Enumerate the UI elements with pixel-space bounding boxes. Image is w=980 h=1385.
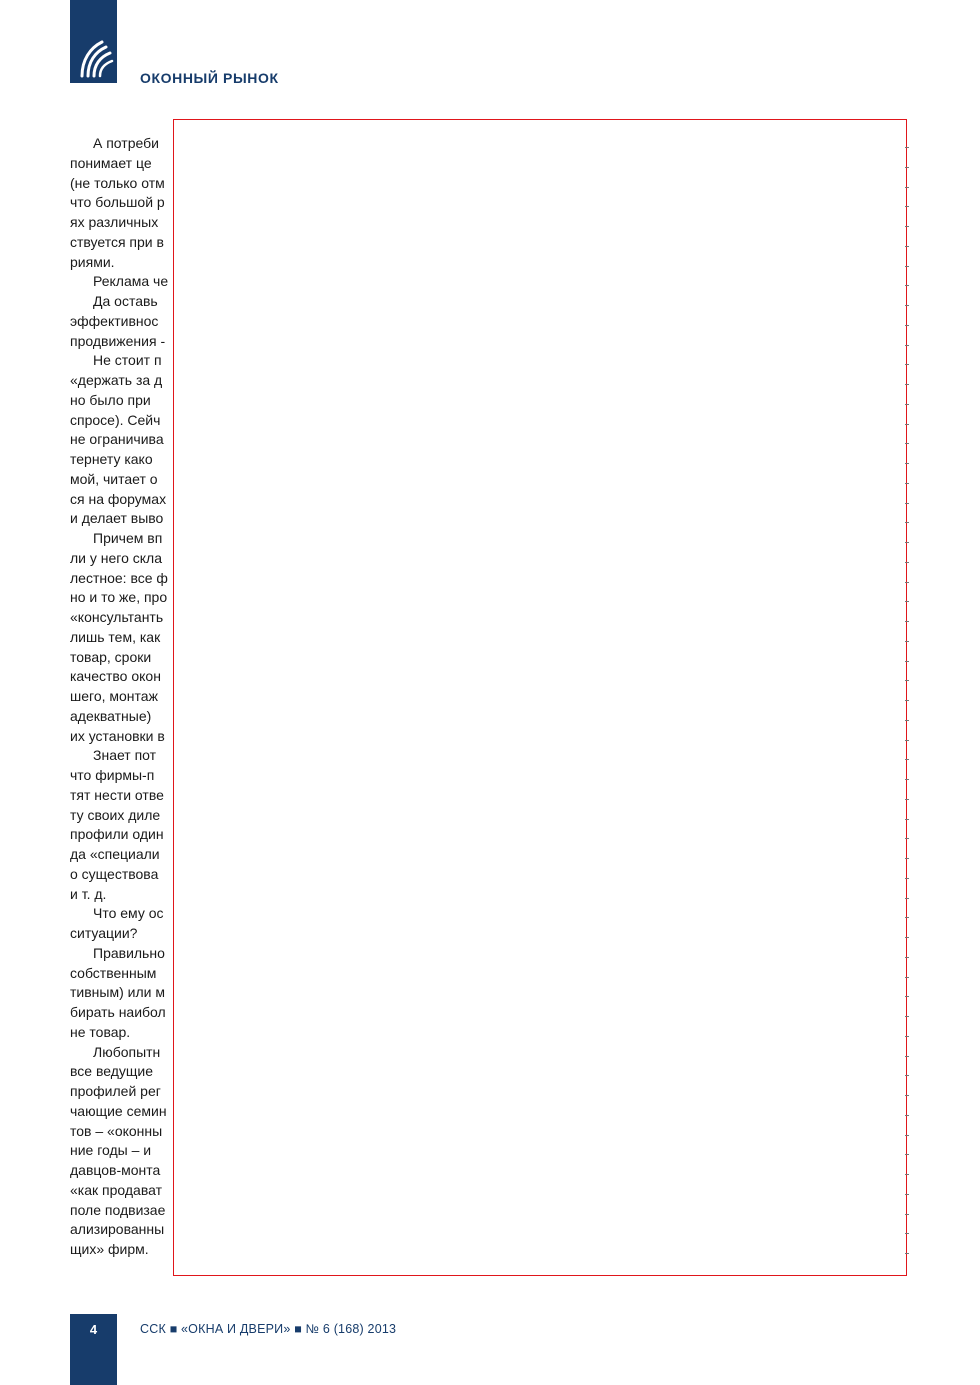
margin-mark	[905, 1154, 909, 1155]
margin-mark	[905, 858, 909, 859]
margin-mark	[905, 1253, 909, 1254]
article-line: спросе). Сейч	[70, 411, 161, 428]
margin-mark	[905, 1214, 909, 1215]
article-line: что большой р	[70, 194, 165, 211]
margin-mark	[905, 325, 909, 326]
article-line: ние годы – и	[70, 1142, 152, 1159]
margin-mark	[905, 187, 909, 188]
article-line: «как продават	[70, 1181, 162, 1198]
margin-mark	[905, 661, 909, 662]
page-number: 4	[89, 1322, 98, 1337]
article-line: ли у него скла	[70, 549, 162, 566]
margin-mark	[905, 463, 909, 464]
redaction-box	[173, 119, 907, 1276]
margin-mark	[905, 404, 909, 405]
margin-mark	[905, 364, 909, 365]
article-line: мой, читает о	[70, 470, 158, 487]
margin-mark	[905, 996, 909, 997]
margin-mark	[905, 522, 909, 523]
margin-mark	[905, 1075, 909, 1076]
margin-mark	[905, 443, 909, 444]
margin-mark	[905, 266, 909, 267]
article-line: давцов-монта	[70, 1162, 161, 1178]
article-line: ствуется при в	[70, 233, 164, 250]
article-line: «держать за д	[70, 372, 163, 388]
header-brand-bar	[70, 0, 117, 83]
article-line: чающие семин	[70, 1102, 167, 1119]
margin-mark	[905, 1016, 909, 1017]
article-line: да «специали	[70, 846, 160, 862]
margin-mark	[905, 542, 909, 543]
article-line: тернету како	[70, 451, 153, 467]
margin-mark	[905, 246, 909, 247]
article-line: А потреби	[93, 135, 159, 151]
margin-mark	[905, 898, 909, 899]
margin-mark	[905, 1194, 909, 1195]
article-line: о существова	[70, 865, 159, 882]
margin-mark	[905, 680, 909, 681]
article-line: (не только отм	[70, 174, 165, 191]
margin-mark	[905, 720, 909, 721]
margin-mark	[905, 601, 909, 602]
article-line: Знает пот	[93, 747, 157, 764]
margin-mark	[905, 1115, 909, 1116]
margin-mark	[905, 503, 909, 504]
wing-logo-icon	[76, 38, 114, 80]
margin-mark	[905, 641, 909, 642]
margin-mark	[905, 562, 909, 563]
article-line: Правильно	[93, 944, 165, 961]
margin-mark	[905, 700, 909, 701]
margin-mark	[905, 740, 909, 741]
article-line: бирать наибол	[70, 1004, 166, 1020]
margin-mark	[905, 167, 909, 168]
article-line: адекватные)	[70, 707, 152, 724]
margin-mark	[905, 621, 909, 622]
margin-mark	[905, 759, 909, 760]
article-line: Что ему ос	[93, 905, 164, 922]
margin-mark	[905, 582, 909, 583]
margin-mark	[905, 424, 909, 425]
margin-mark	[905, 1095, 909, 1096]
article-line: поле подвизае	[70, 1201, 166, 1218]
margin-mark	[905, 977, 909, 978]
margin-mark	[905, 305, 909, 306]
article-line: не ограничива	[70, 431, 164, 448]
margin-mark	[905, 799, 909, 800]
publication-info: ССК ■ «ОКНА И ДВЕРИ» ■ № 6 (168) 2013	[140, 1322, 397, 1336]
article-line: все ведущие	[70, 1063, 154, 1080]
margin-mark	[905, 838, 909, 839]
article-line: но было при	[70, 391, 151, 408]
article-line: не товар.	[70, 1023, 131, 1040]
footer-brand-bar	[70, 1314, 117, 1385]
article-line: Не стоит п	[93, 352, 162, 369]
article-line: качество окон	[70, 668, 161, 685]
article-line: шего, монтаж	[70, 688, 158, 704]
margin-mark	[905, 819, 909, 820]
article-line: и т. д.	[70, 885, 107, 902]
article-line: продвижения -	[70, 332, 166, 349]
article-line: Реклама че	[93, 273, 169, 290]
margin-mark	[905, 1233, 909, 1234]
margin-mark	[905, 345, 909, 346]
margin-mark	[905, 917, 909, 918]
margin-mark	[905, 937, 909, 938]
margin-mark	[905, 1135, 909, 1136]
article-line: но и то же, про	[70, 589, 168, 606]
article-line: профили один	[70, 826, 164, 843]
margin-mark	[905, 1174, 909, 1175]
article-line: лишь тем, как	[70, 628, 161, 645]
margin-mark	[905, 1056, 909, 1057]
article-line: ту своих диле	[70, 806, 161, 823]
margin-mark	[905, 226, 909, 227]
margin-mark	[905, 384, 909, 385]
article-line: профилей рег	[70, 1083, 161, 1099]
margin-mark	[905, 285, 909, 286]
article-line: товар, сроки	[70, 648, 152, 665]
article-line: эффективнос	[70, 312, 159, 329]
article-line: и делает выво	[70, 510, 164, 527]
article-line: тивным) или м	[70, 984, 165, 1001]
article-line: ализированны	[70, 1221, 165, 1238]
article-line: ях различных	[70, 214, 159, 230]
article-line: щих» фирм.	[70, 1241, 149, 1257]
article-line: «консультанть	[70, 609, 164, 625]
margin-mark	[905, 147, 909, 148]
article-line: лестное: все ф	[70, 569, 168, 586]
article-line: ситуации?	[70, 925, 138, 941]
article-line: тов – «оконны	[70, 1122, 163, 1139]
article-line: ся на форумах	[70, 490, 167, 507]
margin-mark	[905, 206, 909, 207]
article-line: Любопытн	[93, 1043, 161, 1060]
article-line: риями.	[70, 253, 115, 270]
article-line: их установки в	[70, 727, 165, 744]
article-line: Да оставь	[93, 293, 158, 309]
margin-mark	[905, 1036, 909, 1037]
article-line: понимает це	[70, 154, 152, 171]
article-line: что фирмы-п	[70, 767, 155, 783]
section-title: ОКОННЫЙ РЫНОК	[140, 70, 279, 86]
article-line: тят нести отве	[70, 786, 164, 803]
article-line: Причем вп	[93, 530, 163, 546]
margin-mark	[905, 483, 909, 484]
margin-mark	[905, 779, 909, 780]
margin-mark	[905, 957, 909, 958]
article-line: собственным	[70, 964, 157, 981]
margin-mark	[905, 878, 909, 879]
